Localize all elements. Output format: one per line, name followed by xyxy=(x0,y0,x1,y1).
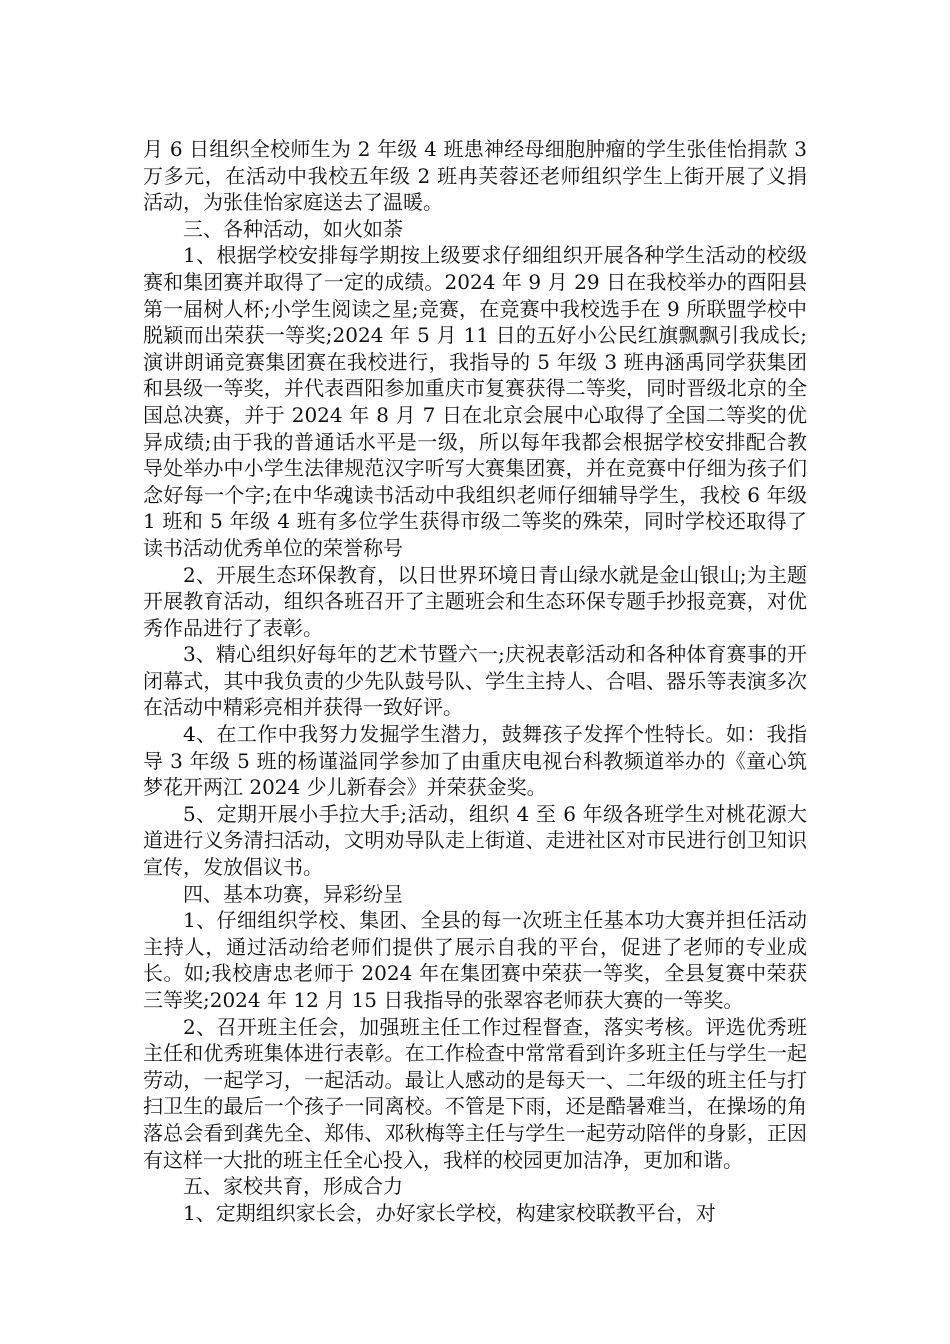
paragraph-3-1: 1、根据学校安排每学期按上级要求仔细组织开展各种学生活动的校级赛和集团赛并取得了一定的成绩。2024 年 9 月 29 日在我校举办的酉阳县第一届树人杯;小学生阅读之星;竞赛，在竞赛中我校选手在 9 所联盟学校中脱颖而出荣获一等奖;2024 年 5 月 11 日的五好小公民红旗飘飘引我成长;演讲朗诵竞赛集团赛在我校进行，我指导的 5 年级 3 班冉涵禹同学获集团和县级一等奖，并代表酉阳参加重庆市复赛获得二等奖，同时晋级北京的全国总决赛，并于 2024 年 8 月 7 日在北京会展中心取得了全国二等奖的优异成绩;由于我的普通话水平是一级，所以每年我都会根据学校安排配合教导处举办中小学生法律规范汉字听写大赛集团赛，并在竞赛中仔细为孩子们念好每一个字;在中华魂读书活动中我组织老师仔细辅导学生，我校 6 年级 1 班和 5 年级 4 班有多位学生获得市级二等奖的殊荣，同时学校还取得了读书活动优秀单位的荣誉称号 xyxy=(143,243,807,560)
paragraph-3-4: 4、在工作中我努力发掘学生潜力，鼓舞孩子发挥个性特长。如：我指导 3 年级 5 班的杨谨溢同学参加了由重庆电视台科教频道举办的《童心筑梦花开两江 2024 少儿新春会》并荣获金奖。 xyxy=(143,722,807,800)
paragraph-3-2: 2、开展生态环保教育，以日世界环境日青山绿水就是金山银山;为主题开展教育活动，组织各班召开了主题班会和生态环保专题手抄报竞赛，对优秀作品进行了表彰。 xyxy=(143,562,807,640)
section-heading-3: 三、各种活动，如火如荼 xyxy=(183,216,403,241)
paragraph-continued: 月 6 日组织全校师生为 2 年级 4 班患神经母细胞肿瘤的学生张佳怡捐款 3 万多元，在活动中我校五年级 2 班冉芙蓉还老师组织学生上街开展了义捐活动，为张佳怡家庭送去了温暖。 xyxy=(143,137,807,215)
paragraph-3-5: 5、定期开展小手拉大手;活动，组织 4 至 6 年级各班学生对桃花源大道进行义务清扫活动，文明劝导队走上街道、走进社区对市民进行创卫知识宣传，发放倡议书。 xyxy=(143,801,807,880)
section-heading-5: 五、家校共育，形成合力 xyxy=(183,1174,403,1199)
paragraph-4-2: 2、召开班主任会，加强班主任工作过程督查，落实考核。评选优秀班主任和优秀班集体进行表彰。在工作检查中常常看到许多班主任与学生一起劳动，一起学习，一起活动。最让人感动的是每天一、二年级的班主任与打扫卫生的最后一个孩子一同离校。不管是下雨，还是酷暑难当，在操场的角落总会看到龚先全、郑伟、邓秋梅等主任与学生一起劳动陪伴的身影，正因有这样一大批的班主任全心投入，我样的校园更加洁净，更加和谐。 xyxy=(143,1014,807,1172)
document-page xyxy=(143,136,807,1226)
paragraph-4-1: 1、仔细组织学校、集团、全县的每一次班主任基本功大赛并担任活动主持人，通过活动给老师们提供了展示自我的平台，促进了老师的专业成长。如;我校唐忠老师于 2024 年在集团赛中荣获一等奖，全县复赛中荣获三等奖;2024 年 12 月 15 日我指导的张翠容老师获大赛的一等奖。 xyxy=(143,908,807,1012)
section-heading-4: 四、基本功赛，异彩纷呈 xyxy=(183,881,403,906)
paragraph-5-1: 1、定期组织家长会，办好家长学校，构建家校联教平台，对 xyxy=(183,1200,716,1225)
paragraph-3-3: 3、精心组织好每年的艺术节暨六一;庆祝表彰活动和各种体育赛事的开闭幕式，其中我负责的少先队鼓号队、学生主持人、合唱、器乐等表演多次在活动中精彩亮相并获得一致好评。 xyxy=(143,642,807,720)
